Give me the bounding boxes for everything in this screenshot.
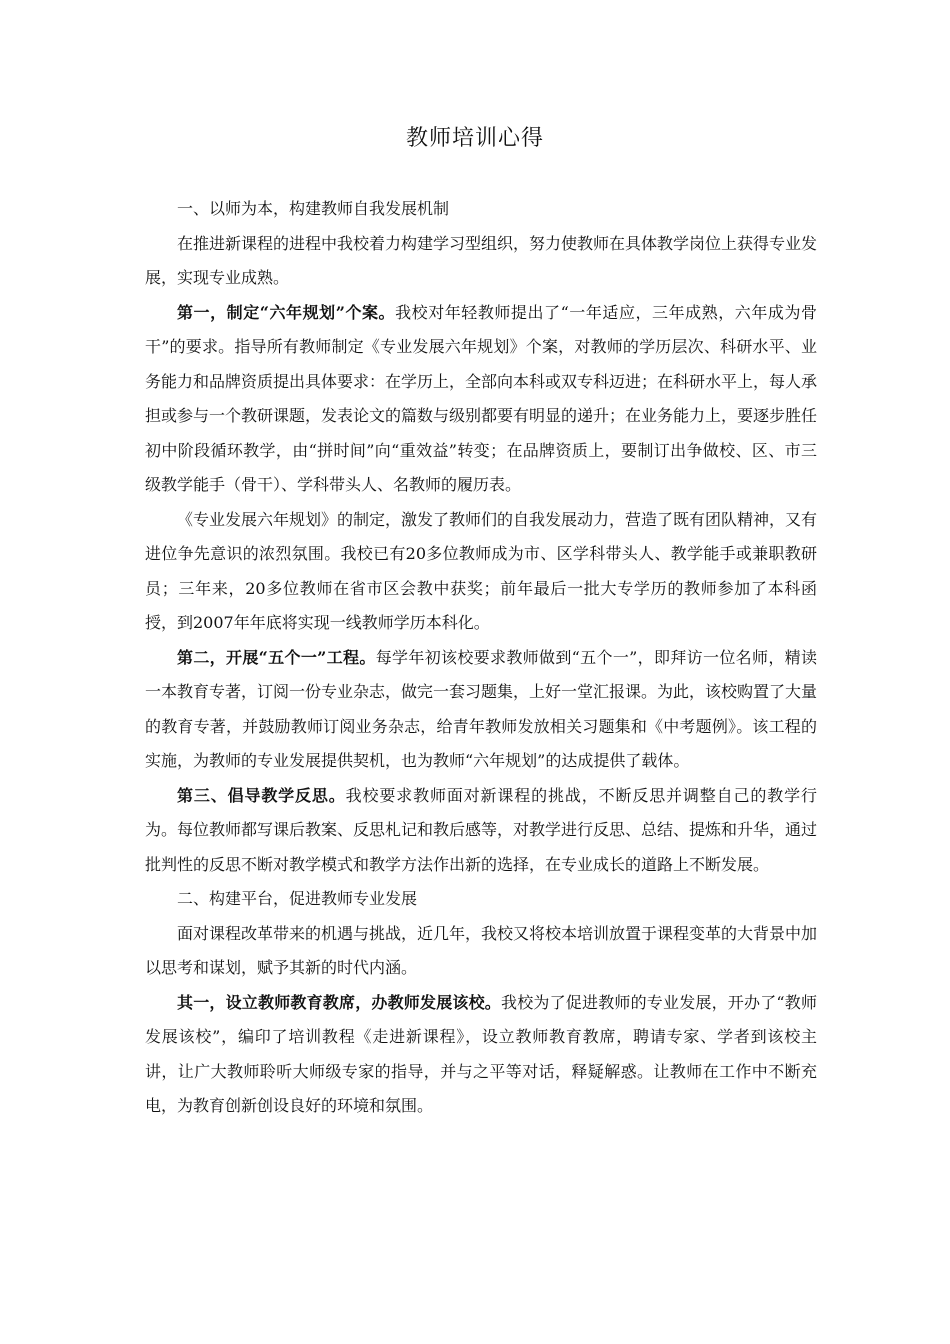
paragraph-lead: 第二，开展“五个一”工程。 bbox=[177, 647, 376, 667]
paragraph-text: 每学年初该校要求教师做到“五个一”，即拜访一位名师，精读一本教育专著，订阅一份专业杂志，做完一套习题集，上好一堂汇报课。为此，该校购置了大量的教育专著，并鼓励教师订阅业务杂志，给青年教师发放相关习题集和《中考题例》。该工程的实施，为教师的专业发展提供契机，也为教师“六年规划”的达成提供了载体。 bbox=[145, 647, 818, 770]
paragraph bbox=[145, 986, 817, 1124]
paragraph bbox=[145, 227, 817, 296]
paragraph-lead: 第三、倡导教学反思。 bbox=[177, 785, 346, 805]
paragraph-text: 我校要求教师面对新课程的挑战，不断反思并调整自己的教学行为。每位教师都写课后教案、反思札记和教后感等，对教学进行反思、总结、提炼和升华，通过批判性的反思不断对教学模式和教学方法作出新的选择，在专业成长的道路上不断发展。 bbox=[145, 785, 818, 874]
section-heading-1 bbox=[145, 192, 817, 227]
paragraph-lead: 其一，设立教师教育教席，办教师发展该校。 bbox=[177, 992, 501, 1012]
paragraph-text: 我校为了促进教师的专业发展，开办了“教师发展该校”，编印了培训教程《走进新课程》，设立教师教育教席，聘请专家、学者到该校主讲，让广大教师聆听大师级专家的指导，并与之平等对话，释疑解惑。让教师在工作中不断充电，为教育创新创设良好的环境和氛围。 bbox=[145, 992, 817, 1115]
paragraph-text: 《专业发展六年规划》的制定，激发了教师们的自我发展动力，营造了既有团队精神，又有进位争先意识的浓烈氛围。我校已有20多位教师成为市、区学科带头人、教学能手或兼职教研员；三年来，20多位教师在省市区会教中获奖；前年最后一批大专学历的教师参加了本科函授，到2007年年底将实现一线教师学历本科化。 bbox=[145, 509, 818, 632]
paragraph bbox=[145, 296, 817, 503]
document-body bbox=[145, 192, 817, 1124]
paragraph-text: 一、以师为本，构建教师自我发展机制 bbox=[177, 199, 450, 218]
paragraph-text: 我校对年轻教师提出了“一年适应，三年成熟，六年成为骨干”的要求。指导所有教师制定《专业发展六年规划》个案，对教师的学历层次、科研水平、业务能力和品牌资质提出具体要求：在学历上，全部向本科或双专科迈进；在科研水平上，每人承担或参与一个教研课题，发表论文的篇数与级别都要有明显的递升；在业务能力上，要逐步胜任初中阶段循环教学，由“拼时间”向“重效益”转变；在品牌资质上，要制订出争做校、区、市三级教学能手（骨干）、学科带头人、名教师的履历表。 bbox=[145, 302, 818, 494]
paragraph bbox=[145, 779, 817, 883]
document-title: 教师培训心得 bbox=[405, 126, 544, 151]
paragraph-lead: 第一，制定“六年规划”个案。 bbox=[177, 302, 396, 322]
paragraph-text: 面对课程改革带来的机遇与挑战，近几年，我校又将校本培训放置于课程变革的大背景中加以思考和谋划，赋予其新的时代内涵。 bbox=[145, 923, 818, 977]
paragraph-text: 在推进新课程的进程中我校着力构建学习型组织，努力使教师在具体教学岗位上获得专业发展，实现专业成熟。 bbox=[145, 233, 818, 287]
paragraph bbox=[145, 641, 817, 779]
paragraph-text: 二、构建平台，促进教师专业发展 bbox=[177, 889, 418, 908]
paragraph bbox=[145, 917, 817, 986]
section-heading-2 bbox=[145, 882, 817, 917]
paragraph bbox=[145, 503, 817, 641]
